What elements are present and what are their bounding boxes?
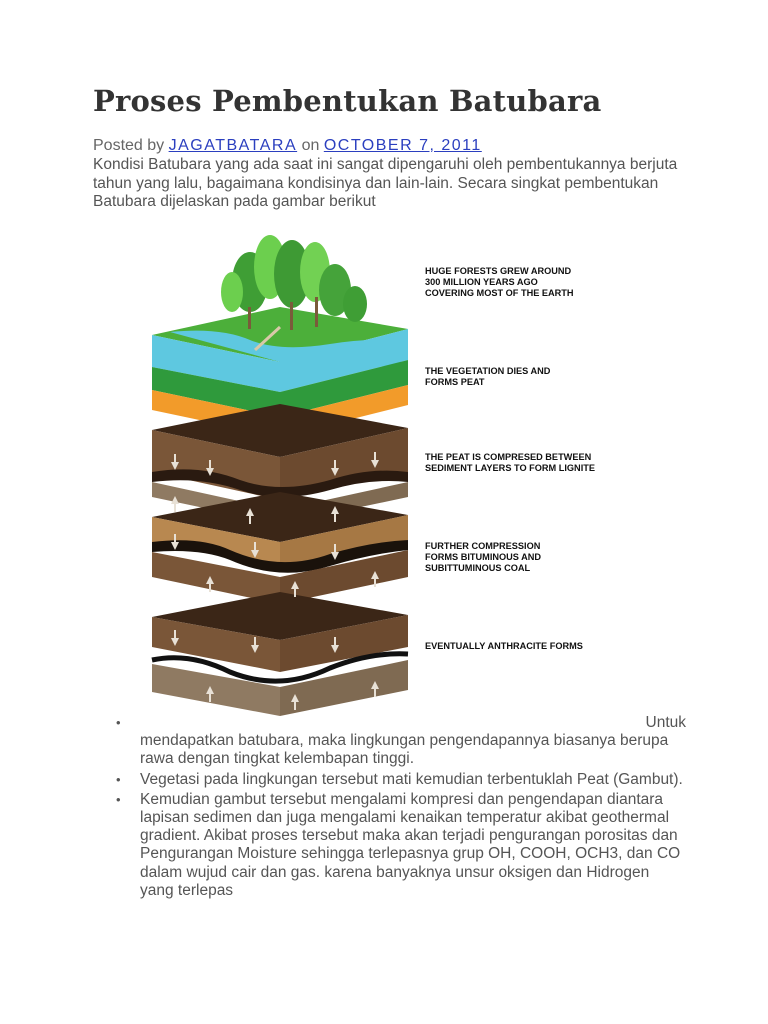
coal-formation-diagram: [130, 232, 640, 722]
bituminous-block: [152, 492, 408, 604]
on-label: on: [297, 137, 324, 154]
caption-peat: [425, 366, 553, 387]
list-item: [116, 714, 686, 769]
caption-bituminous-line-3: SUBITTUMINOUS COAL: [425, 563, 531, 573]
list-item-2-text: Vegetasi pada lingkungan tersebut mati kemudian terbentuklah Peat (Gambut).: [140, 770, 683, 788]
caption-bituminous-line-2: FORMS BITUMINOUS AND: [425, 552, 542, 562]
date-link[interactable]: OCTOBER 7, 2011: [323, 137, 482, 154]
caption-peat-line-2: FORMS PEAT: [425, 377, 485, 387]
caption-forest-line-2: 300 MILLION YEARS AGO: [425, 277, 538, 287]
caption-bituminous: [425, 541, 544, 573]
caption-forest-line-3: COVERING MOST OF THE EARTH: [425, 288, 574, 298]
caption-peat-line-1: THE VEGETATION DIES AND: [425, 366, 551, 376]
list-item-1-text: mendapatkan batubara, maka lingkungan pengendapannya biasanya berupa rawa dengan tingkat kelembapan tinggi.: [140, 732, 669, 768]
caption-lignite-line-2: SEDIMENT LAYERS TO FORM LIGNITE: [425, 463, 595, 473]
caption-lignite: [425, 452, 595, 473]
posted-by-label: Posted by: [93, 137, 169, 154]
caption-bituminous-line-1: FURTHER COMPRESSION: [425, 541, 541, 551]
base-front-right: [280, 660, 408, 716]
list-item-3-text: Kemudian gambut tersebut mengalami kompresi dan pengendapan diantara lapisan sedimen dan juga mengalami kenaikan temperatur akibat geothermal gradient. Akibat proses tersebut maka akan terjadi pengurangan porositas dan Pengurangan Moisture sehingga terlepasnya grup OH, COOH, OCH3, dan CO dalam wujud cair dan gas. karena banyaknya unsur oksigen dan Hidrogen yang terlepas: [140, 790, 681, 899]
caption-forest-line-1: HUGE FORESTS GREW AROUND: [425, 266, 572, 276]
intro-paragraph: Kondisi Batubara yang ada saat ini sangat dipengaruhi oleh pembentukannya berjuta tahun yang lalu, bagaimana kondisinya dan lain-lain. Secara singkat pembentukan Batubara dijelaskan pada gambar berikut: [93, 156, 678, 210]
post-meta: [93, 137, 482, 155]
caption-forest: [425, 266, 574, 298]
list-item: [116, 771, 686, 789]
list-item: [116, 791, 686, 900]
list-item-1-lead: • Untuk: [645, 714, 686, 731]
caption-lignite-line-1: THE PEAT IS COMPRESED BETWEEN: [425, 452, 592, 462]
base-front-left: [152, 664, 280, 716]
page-title: Proses Pembentukan Batubara: [93, 84, 602, 118]
author-link[interactable]: JAGATBATARA: [168, 137, 298, 154]
process-list: [116, 714, 686, 902]
caption-anthracite: [425, 641, 583, 651]
caption-anthracite-line-1: EVENTUALLY ANTHRACITE FORMS: [425, 641, 583, 651]
anthracite-block: [152, 592, 408, 716]
